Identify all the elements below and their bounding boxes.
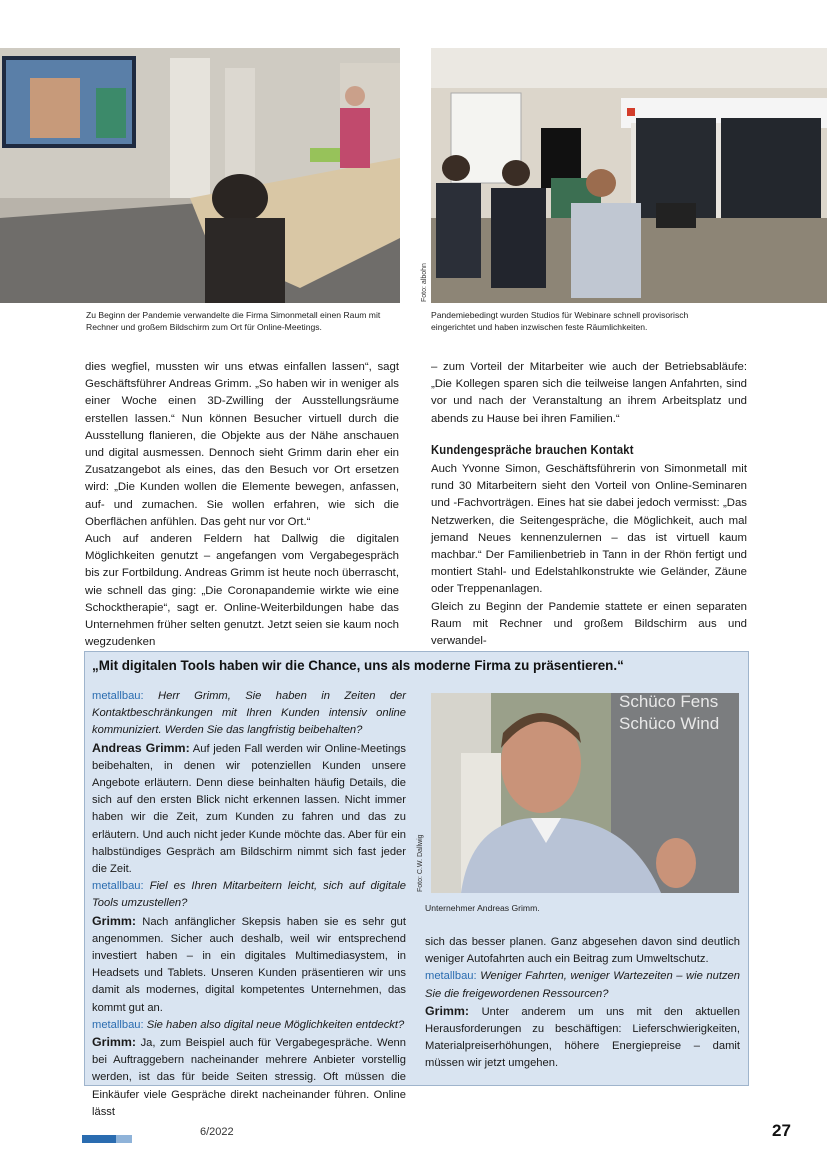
interview-question: metallbau: Herr Grimm, Sie haben in Zeiten der Kontaktbeschränkungen mit Ihren Kunden intensiv online kommuniziert. Werden Sie das langfristig beibehalten? — [92, 690, 407, 737]
left-photo-caption: Zu Beginn der Pandemie verwandelte die Firma Simonmetall einen Raum mit Rechner und großem Bildschirm zum Ort für Online-Meetings. — [86, 310, 381, 332]
interview-question: metallbau: Weniger Fahrten, weniger Wartezeiten – wie nutzen Sie die freigewordenen Ressourcen? — [425, 970, 740, 1000]
page-number: 27 — [772, 1121, 791, 1140]
interview-question: metallbau: Sie haben also digital neue Möglichkeiten entdeckt? — [92, 1018, 405, 1031]
article-paragraph: Auch Yvonne Simon, Geschäftsführerin von Simonmetall mit rund 30 Mitarbeitern sieht den Vorteil von Online-Seminaren und -Fachvorträgen. Eines hat sie dabei jedoch vermisst: „Das Netzwerken, die Seitengespräche, die Möglichkeit, auch mal jemand Neues kennenzulernen – das ist virtuell kaum machbar.“ Der Familienbetrieb in Tann in der Rhön fertigt und montiert Stahl- und Edelstahlkonstrukte wie Geländer, Zäune oder Treppenanlagen. — [431, 463, 747, 596]
portrait-sign-line1: Schüco Fens — [619, 693, 719, 711]
interview-left-column — [92, 688, 406, 1121]
metallbau-tag: metallbau: — [92, 690, 144, 702]
article-left-column — [85, 359, 399, 651]
portrait-sign-line2: Schüco Wind — [619, 714, 720, 733]
meeting-room-photo — [0, 48, 400, 303]
interview-answer: sich das besser planen. Ganz abgesehen davon sind deutlich weniger Autofahrten auch ein Beitrag zum Umweltschutz. — [425, 936, 740, 966]
section-subheading: Kundengespräche brauchen Kontakt — [431, 442, 634, 457]
interview-answer: Grimm: Nach anfänglicher Skepsis haben sie es sehr gut angenommen. Sicher auch deshalb, weil wir entsprechend investiert haben – in ein digitales Multimediasystem, in Headsets und Tablets. Unseren Kunden präsentieren wir uns damit als modernes, digital kompetentes Unternehmen, das kommt gut an. — [92, 913, 407, 1014]
right-photo-caption: Pandemiebedingt wurden Studios für Webinare schnell provisorisch eingerichtet und haben inzwischen feste Räumlichkeiten. — [431, 310, 689, 332]
interview-answer: Grimm: Unter anderem um uns mit den aktuellen Herausforderungen zu beschäftigen: Lieferschwierigkeiten, Materialpreiserhöhungen, höhere Energiepreise – damit müssen wir jetzt umgehen. — [425, 1003, 740, 1070]
article-right-column — [431, 359, 747, 650]
issue-number: 6/2022 — [200, 1126, 234, 1138]
interview-right-column — [425, 934, 740, 1073]
portrait-caption: Unternehmer Andreas Grimm. — [425, 903, 540, 913]
article-paragraph: – zum Vorteil der Mitarbeiter wie auch der Betriebsabläufe: „Die Kollegen sparen sich die teilweise langen Anfahrten, sind vor und nach der Veranstaltung an ihrem Arbeitsplatz und abends zu Hause bei ihren Familien.“ — [431, 361, 747, 425]
portrait-photo — [431, 693, 739, 893]
portrait-credit: Foto: C.W. Dallwig — [417, 834, 424, 892]
metallbau-logo-icon — [82, 1130, 132, 1138]
webinar-studio-photo — [431, 48, 827, 303]
interview-answer: Grimm: Ja, zum Beispiel auch für Vergabegespräche. Wenn bei Auftraggebern nacheinander mehrere Anbieter vorstellig werden, ist das für beide Seiten stressig. Oft müssen die Einkäufer viele Gespräche direkt nacheinander führen. Online lässt — [92, 1035, 407, 1118]
interview-question: metallbau: Fiel es Ihren Mitarbeitern leicht, sich auf digitale Tools umzustellen? — [92, 880, 406, 910]
article-paragraph: Auch auf anderen Feldern hat Dallwig die digitalen Möglichkeiten genutzt – angefangen vom Vergabegespräch bis zur Fortbildung. Andreas Grimm ist heute noch überrascht, wie schnell das ging: „Die Coronapandemie wirkte wie eine Schocktherapie“, sagt er. Online-Weiterbildungen habe das Unternehmen früher selten genutzt. Jetzt seien sie kaum noch wegzudenken — [85, 533, 399, 649]
interview-answer: Andreas Grimm: Auf jeden Fall werden wir Online-Meetings beibehalten, in denen wir potenziellen Kunden unsere Angebote erläutern. Denn diese beinhalten häufig Details, die sich auf den ersten Blick nicht erkennen lassen. Nicht immer haben wir die Zeit, zum Kunden zu fahren und das zu erläutern. Und auch nicht jeder Kunde möchte das. Aber für ein halbstündiges Gespräch am Bildschirm nimmt sich fast jeder die Zeit. — [92, 740, 406, 876]
article-paragraph: Gleich zu Beginn der Pandemie stattete er einen separaten Raum mit Rechner und großem Bildschirm aus und verwandel- — [431, 600, 747, 648]
article-paragraph: dies wegfiel, mussten wir uns etwas einfallen lassen“, sagt Geschäftsführer Andreas Grimm. „So haben wir in weniger als einer Woche einen 3D-Zwilling der Ausstellungsräume erstellen lassen.“ Nun können Besucher virtuell durch die Ausstellung flanieren, die Objekte aus der Nähe anschauen und digital ausmessen. Dennoch sieht Grimm darin eher ein Zusatzangebot als eines, das den Besuch vor Ort ersetzen wird: „Die Kunden wollen die Elemente bewegen, anfassen, auf- und zumachen. Sie wollen erfahren, wie sich die Oberflächen anfühlen. Das geht nur vor Ort.“ — [85, 361, 399, 528]
pull-quote: „Mit digitalen Tools haben wir die Chance, uns als moderne Firma zu präsentieren.“ — [92, 658, 624, 673]
right-photo-credit: Foto: albohn — [421, 263, 428, 302]
